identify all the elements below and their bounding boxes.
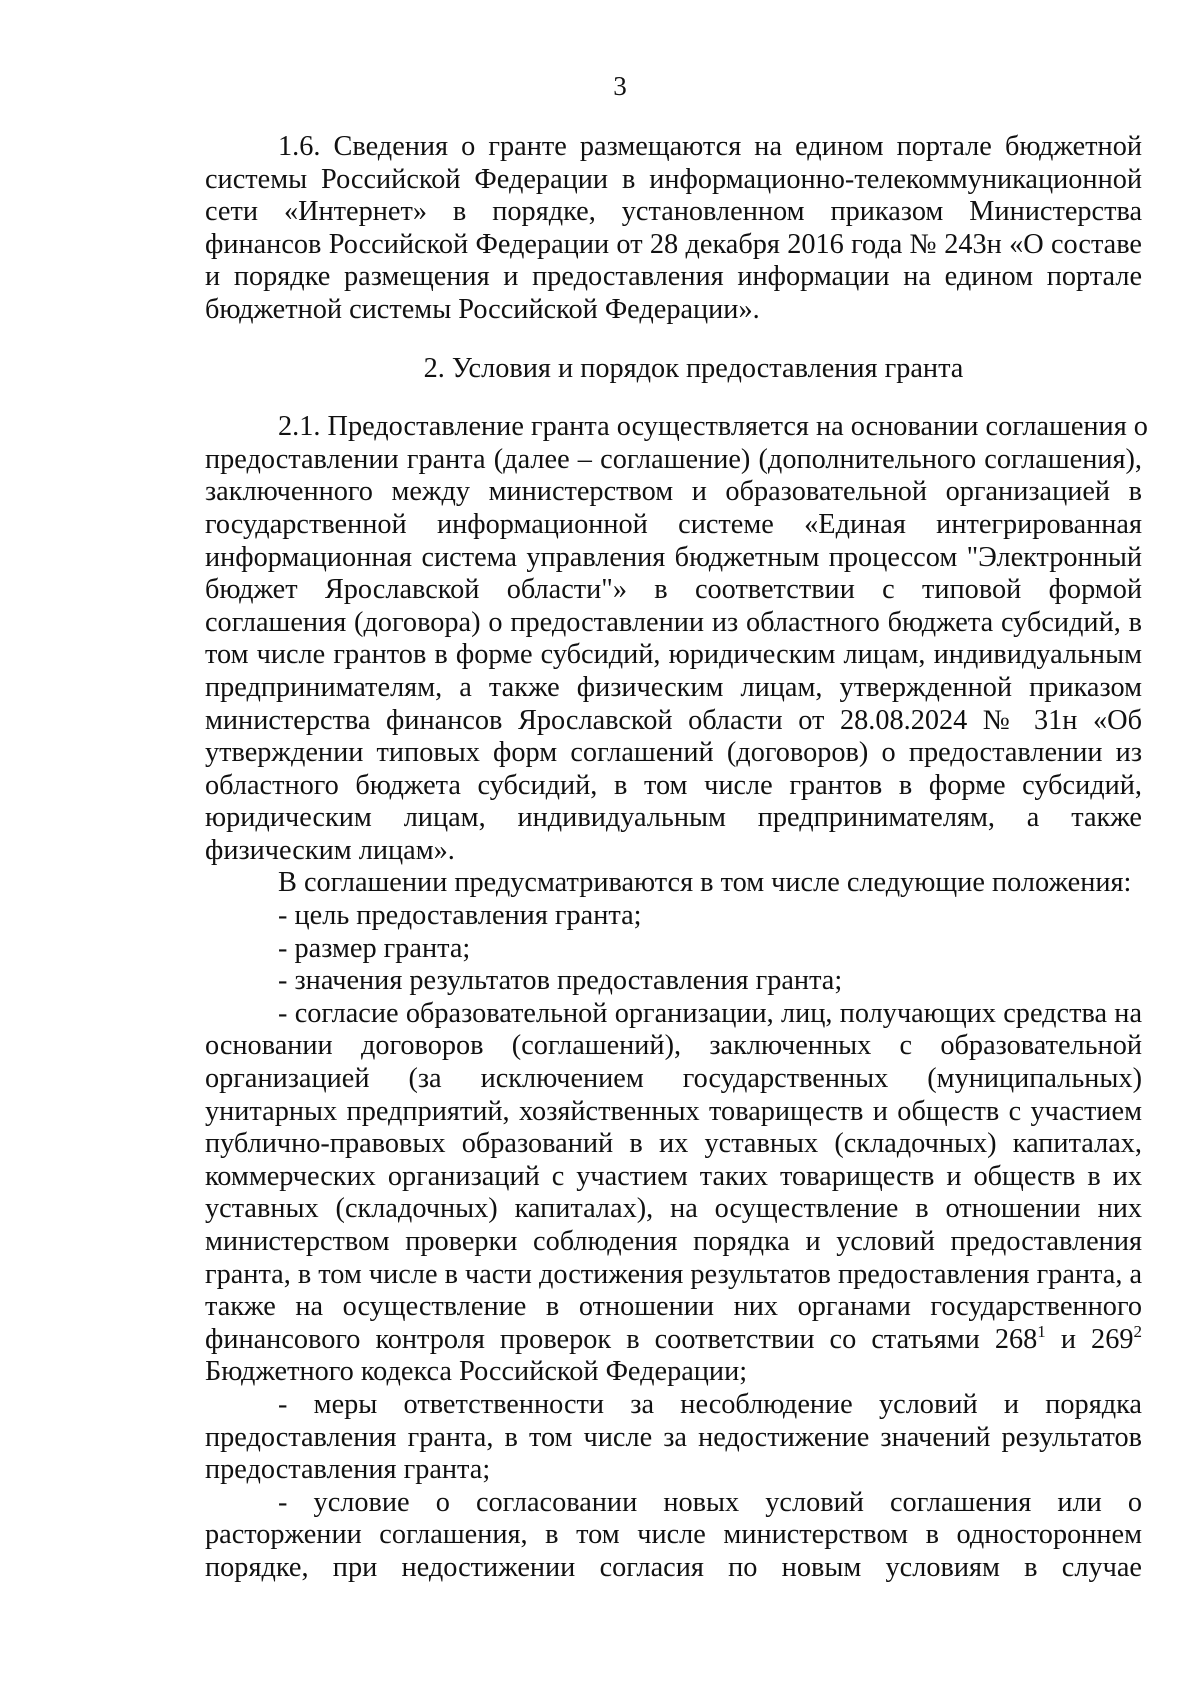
text-line: министерством проверки соблюдения порядка и условий предоставления (205, 1226, 1142, 1257)
text-line: министерства финансов Ярославской области от 28.08.2024 № 31н «Об (205, 704, 1142, 736)
superscript: 1 (1037, 1321, 1046, 1341)
superscript: 2 (1133, 1321, 1142, 1341)
page-number: 3 (613, 71, 627, 101)
text-line: - условие о согласовании новых условий соглашения или о (278, 1486, 1142, 1518)
text-line: унитарных предприятий, хозяйственных товариществ и обществ с участием (205, 1095, 1142, 1127)
text-line: расторжении соглашения, в том числе министерством в одностороннем (205, 1519, 1142, 1551)
text-fragment: и 269 (1045, 1323, 1134, 1355)
text-line: физическим лицам». (205, 834, 455, 866)
text-line: соглашения (договора) о предоставлении из областного бюджета субсидий, в (205, 606, 1142, 638)
list-item-conditions (205, 1487, 1142, 1585)
section-2-heading: 2. Условия и порядок предоставления гранта (423, 352, 964, 384)
text-line: информационная система управления бюджетным процессом "Электронный (205, 541, 1142, 573)
text-line: юридическим лицам, индивидуальным предпринимателям, а также (205, 802, 1142, 834)
provisions-intro (205, 867, 1142, 900)
paragraph-1-6 (205, 131, 1142, 327)
list-item-results (205, 965, 1142, 998)
text-line: утверждении типовых форм соглашений (договоров) о предоставлении из (205, 737, 1142, 769)
text-line: также на осуществление в отношении них органами государственного (205, 1291, 1142, 1323)
text-line-with-superscripts (205, 1321, 1142, 1357)
list-item-consent (205, 998, 1142, 1389)
text-fragment: финансового контроля проверок в соответствии со статьями 268 (205, 1323, 1038, 1355)
text-line: областного бюджета субсидий, в том числе грантов в форме субсидий, (205, 769, 1142, 801)
text-line: 2.1. Предоставление гранта осуществляется на основании соглашения о (278, 411, 1148, 443)
text-line: и порядке размещения и предоставления информации на едином портале (205, 261, 1142, 293)
text-line: В соглашении предусматриваются в том числе следующие положения: (278, 867, 1132, 899)
text-line: предоставления гранта; (205, 1454, 491, 1486)
list-item-liability (205, 1389, 1142, 1487)
text-line: том числе грантов в форме субсидий, юридическим лицам, индивидуальным (205, 639, 1142, 671)
paragraph-2-1 (205, 411, 1148, 867)
text-line: предпринимателям, а также физическим лицам, утвержденной приказом (205, 671, 1142, 703)
list-item-size (205, 933, 1142, 966)
text-line: заключенного между министерством и образовательной организацией в (205, 476, 1142, 508)
text-line: сети «Интернет» в порядке, установленном приказом Министерства (205, 196, 1142, 228)
text-line: порядке, при недостижении согласия по новым условиям в случае (205, 1551, 1142, 1583)
text-line: гранта, в том числе в части достижения результатов предоставления гранта, а (205, 1258, 1143, 1290)
text-line: предоставления гранта, в том числе за недостижение значений результатов (205, 1421, 1142, 1453)
text-line: публично-правовых образований в их уставных (складочных) капиталах, (205, 1128, 1142, 1160)
text-line: государственной информационной системе «Единая интегрированная (205, 508, 1142, 540)
text-line: - цель предоставления гранта; (278, 900, 642, 932)
text-line: финансов Российской Федерации от 28 декабря 2016 года № 243н «О составе (205, 228, 1142, 260)
list-item-goal (205, 900, 1142, 933)
text-line: - размер гранта; (278, 932, 471, 964)
text-line: - значения результатов предоставления гранта; (278, 965, 843, 997)
text-line: организацией (за исключением государственных (муниципальных) (205, 1063, 1142, 1095)
text-line: системы Российской Федерации в информационно-телекоммуникационной (205, 163, 1142, 195)
text-line: Бюджетного кодекса Российской Федерации; (205, 1356, 748, 1388)
text-line: предоставлении гранта (далее – соглашение) (дополнительного соглашения), (205, 443, 1142, 475)
text-line: бюджетной системы Российской Федерации». (205, 293, 760, 325)
text-line: коммерческих организаций с участием таких товариществ и обществ в их (205, 1160, 1142, 1192)
text-line: 1.6. Сведения о гранте размещаются на едином портале бюджетной (278, 131, 1142, 162)
text-line: уставных (складочных) капиталах), на осуществление в отношении них (205, 1193, 1142, 1225)
text-line: основании договоров (соглашений), заключенных с образовательной (205, 1030, 1142, 1062)
text-line: - меры ответственности за несоблюдение условий и порядка (278, 1388, 1142, 1420)
text-line: бюджет Ярославской области"» в соответствии с типовой формой (205, 574, 1142, 606)
text-line: - согласие образовательной организации, лиц, получающих средства на (278, 997, 1142, 1029)
document-body (205, 131, 1148, 1585)
